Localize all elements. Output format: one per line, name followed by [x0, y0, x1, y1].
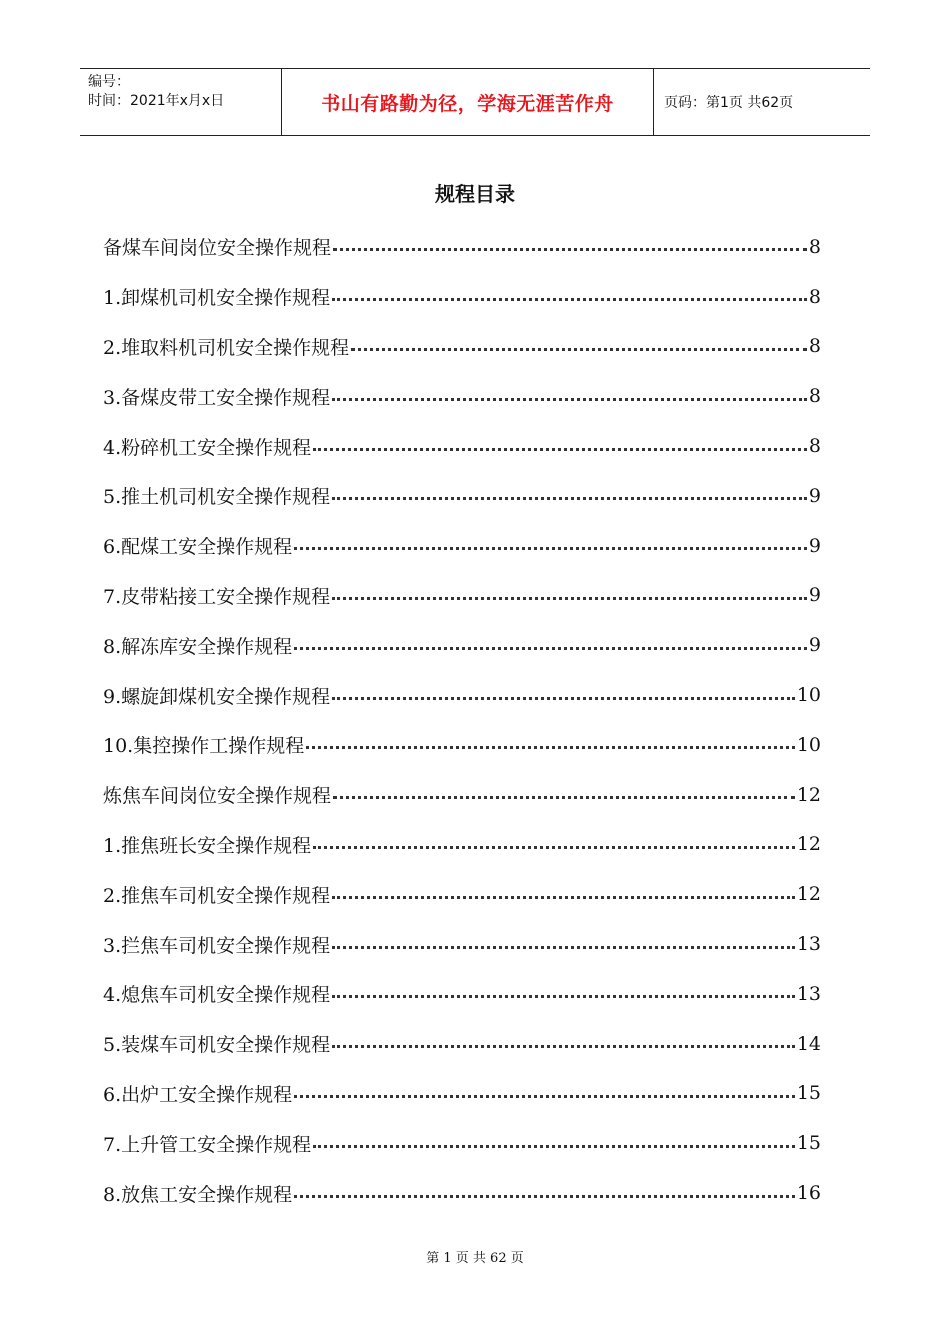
toc-entry[interactable]: [103, 620, 821, 670]
toc-entry-page-number: 12: [796, 833, 821, 856]
toc-entry[interactable]: [103, 322, 821, 372]
toc-entry[interactable]: [103, 720, 821, 770]
toc-dot-leader: [332, 697, 795, 700]
toc-dot-leader: [332, 497, 807, 500]
toc-entry-title: 6.出炉工安全操作规程: [103, 1083, 293, 1106]
toc-entry-page-number: 9: [808, 534, 821, 557]
toc-dot-leader: [306, 746, 795, 749]
toc-entry-title: 10.集控操作工操作规程: [103, 735, 305, 758]
page-header: [80, 68, 870, 136]
toc-entry-title: 5.装煤车司机安全操作规程: [103, 1034, 331, 1057]
toc-entry-page-number: 12: [796, 883, 821, 906]
toc-entry[interactable]: [103, 272, 821, 322]
toc-entry-page-number: 13: [796, 982, 821, 1005]
toc-dot-leader: [294, 1195, 795, 1198]
toc-entry-page-number: 14: [796, 1032, 821, 1055]
toc-entry-page-number: 16: [796, 1182, 821, 1205]
toc-entry[interactable]: [103, 1069, 821, 1119]
toc-entry-title: 炼焦车间岗位安全操作规程: [103, 785, 332, 808]
toc-entry-title: 7.皮带粘接工安全操作规程: [103, 585, 331, 608]
toc-entry-title: 3.备煤皮带工安全操作规程: [103, 386, 331, 409]
toc-entry-title: 8.放焦工安全操作规程: [103, 1183, 293, 1206]
toc-entry[interactable]: [103, 521, 821, 571]
toc-entry-page-number: 13: [796, 933, 821, 956]
toc-dot-leader: [332, 597, 807, 600]
toc-dot-leader: [332, 995, 795, 998]
header-motto: 书山有路勤为径，学海无涯苦作舟: [282, 69, 654, 135]
toc-dot-leader: [332, 398, 807, 401]
toc-entry[interactable]: [103, 820, 821, 870]
toc-entry-page-number: 9: [808, 634, 821, 657]
toc-entry-title: 1.推焦班长安全操作规程: [103, 834, 312, 857]
toc-entry[interactable]: [103, 670, 821, 720]
document-number-label: 编号：: [88, 74, 130, 90]
toc-dot-leader: [332, 946, 795, 949]
toc-entry-page-number: 9: [808, 584, 821, 607]
toc-entry-title: 1.卸煤机司机安全操作规程: [103, 287, 331, 310]
toc-entry-title: 4.熄焦车司机安全操作规程: [103, 984, 331, 1007]
toc-dot-leader: [313, 1145, 795, 1148]
toc-entry-page-number: 10: [796, 684, 821, 707]
toc-entry-page-number: 8: [808, 435, 821, 458]
header-page-info: 页码：第1页 共62页: [664, 95, 794, 111]
toc-entry-title: 3.拦焦车司机安全操作规程: [103, 934, 331, 957]
table-of-contents: [103, 222, 821, 1218]
toc-dot-leader: [313, 448, 807, 451]
toc-entry-title: 4.粉碎机工安全操作规程: [103, 436, 312, 459]
toc-entry[interactable]: [103, 969, 821, 1019]
toc-entry[interactable]: [103, 770, 821, 820]
toc-entry-page-number: 8: [808, 285, 821, 308]
toc-dot-leader: [332, 1045, 795, 1048]
toc-entry-page-number: 10: [796, 733, 821, 756]
toc-entry[interactable]: [103, 421, 821, 471]
page-title: 规程目录: [435, 182, 515, 206]
toc-entry[interactable]: [103, 222, 821, 272]
toc-dot-leader: [351, 348, 807, 351]
toc-entry[interactable]: [103, 1168, 821, 1218]
toc-entry[interactable]: [103, 371, 821, 421]
toc-entry-title: 5.推土机司机安全操作规程: [103, 486, 331, 509]
toc-dot-leader: [294, 647, 807, 650]
toc-entry[interactable]: [103, 869, 821, 919]
header-meta: [80, 69, 282, 135]
toc-entry-title: 7.上升管工安全操作规程: [103, 1133, 312, 1156]
toc-dot-leader: [333, 248, 807, 251]
toc-dot-leader: [313, 846, 795, 849]
toc-entry-title: 8.解冻库安全操作规程: [103, 635, 293, 658]
toc-entry[interactable]: [103, 471, 821, 521]
toc-entry-title: 2.堆取料机司机安全操作规程: [103, 336, 350, 359]
toc-entry-page-number: 8: [808, 385, 821, 408]
toc-dot-leader: [294, 1095, 795, 1098]
toc-entry[interactable]: [103, 1118, 821, 1168]
page-footer: 第 1 页 共 62 页: [426, 1251, 524, 1266]
toc-entry-title: 9.螺旋卸煤机安全操作规程: [103, 685, 331, 708]
toc-entry-page-number: 8: [808, 235, 821, 258]
toc-dot-leader: [332, 896, 795, 899]
toc-entry-page-number: 15: [796, 1082, 821, 1105]
toc-dot-leader: [294, 547, 807, 550]
toc-entry-page-number: 12: [796, 783, 821, 806]
document-date: 时间：2021年x月x日: [88, 93, 225, 109]
toc-entry[interactable]: [103, 919, 821, 969]
toc-entry-title: 备煤车间岗位安全操作规程: [103, 237, 332, 260]
toc-entry-title: 2.推焦车司机安全操作规程: [103, 884, 331, 907]
toc-entry-page-number: 9: [808, 484, 821, 507]
toc-entry-title: 6.配煤工安全操作规程: [103, 536, 293, 559]
toc-dot-leader: [333, 796, 795, 799]
toc-entry[interactable]: [103, 1019, 821, 1069]
toc-dot-leader: [332, 298, 807, 301]
toc-entry-page-number: 8: [808, 335, 821, 358]
toc-entry-page-number: 15: [796, 1132, 821, 1155]
toc-entry[interactable]: [103, 571, 821, 621]
